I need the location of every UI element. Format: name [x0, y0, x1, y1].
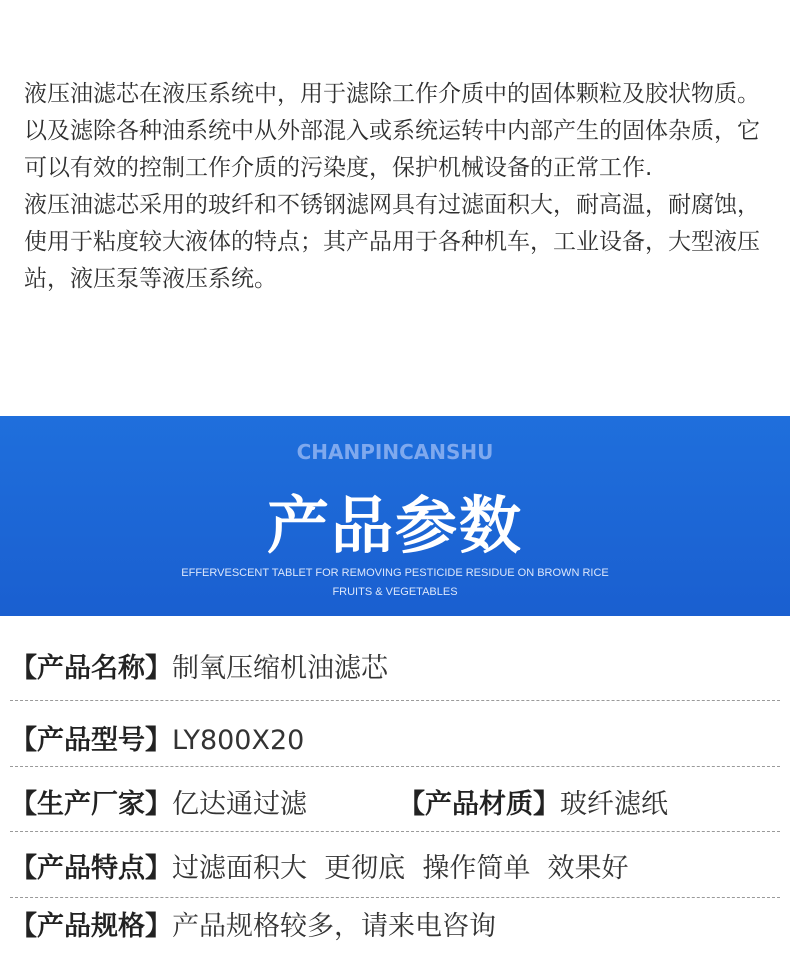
param-value: 制氧压缩机油滤芯: [172, 653, 388, 684]
param-row-model: [10, 718, 780, 767]
banner-subtitle-line: FRUITS & VEGETABLES: [332, 586, 458, 598]
param-row-maker-material: [10, 782, 780, 832]
intro-paragraph: 液压油滤芯在液压系统中，用于滤除工作介质中的固体颗粒及胶状物质。以及滤除各种油系统中从外部混入或系统运转中内部产生的固体杂质，它可以有效的控制工作介质的污染度，保护机械设备的正常工作.: [24, 81, 760, 181]
intro-paragraph: 液压油滤芯采用的玻纤和不锈钢滤网具有过滤面积大，耐高温，耐腐蚀，使用于粘度较大液体的特点；其产品用于各种机车，工业设备，大型液压站，液压泵等液压系统。: [24, 192, 760, 292]
param-label: 【产品特点】: [10, 853, 172, 884]
param-label: 【生产厂家】: [10, 789, 172, 820]
param-label: 【产品材质】: [398, 789, 560, 820]
param-value: 过滤面积大 更彻底 操作简单 效果好: [172, 853, 629, 884]
section-banner: [0, 416, 790, 616]
intro-text: [24, 76, 770, 298]
param-label: 【产品名称】: [10, 653, 172, 684]
param-value: 玻纤滤纸: [560, 789, 668, 820]
banner-english-title: CHANPINCANSHU: [296, 440, 494, 464]
param-value: 产品规格较多，请来电咨询: [172, 911, 496, 942]
banner-subtitle-line: EFFERVESCENT TABLET FOR REMOVING PESTICIDE RESIDUE ON BROWN RICE: [181, 567, 609, 579]
banner-title: 产品参数: [266, 489, 523, 562]
param-row-spec: [10, 904, 780, 944]
banner-subtitle: [0, 564, 790, 602]
param-pair: [398, 782, 668, 821]
param-label: 【产品规格】: [10, 911, 172, 942]
param-label: 【产品型号】: [10, 725, 172, 756]
param-row-name: [10, 646, 780, 701]
param-value: 亿达通过滤: [172, 789, 307, 820]
param-value: LY800X20: [172, 725, 305, 756]
param-row-feature: [10, 846, 780, 898]
